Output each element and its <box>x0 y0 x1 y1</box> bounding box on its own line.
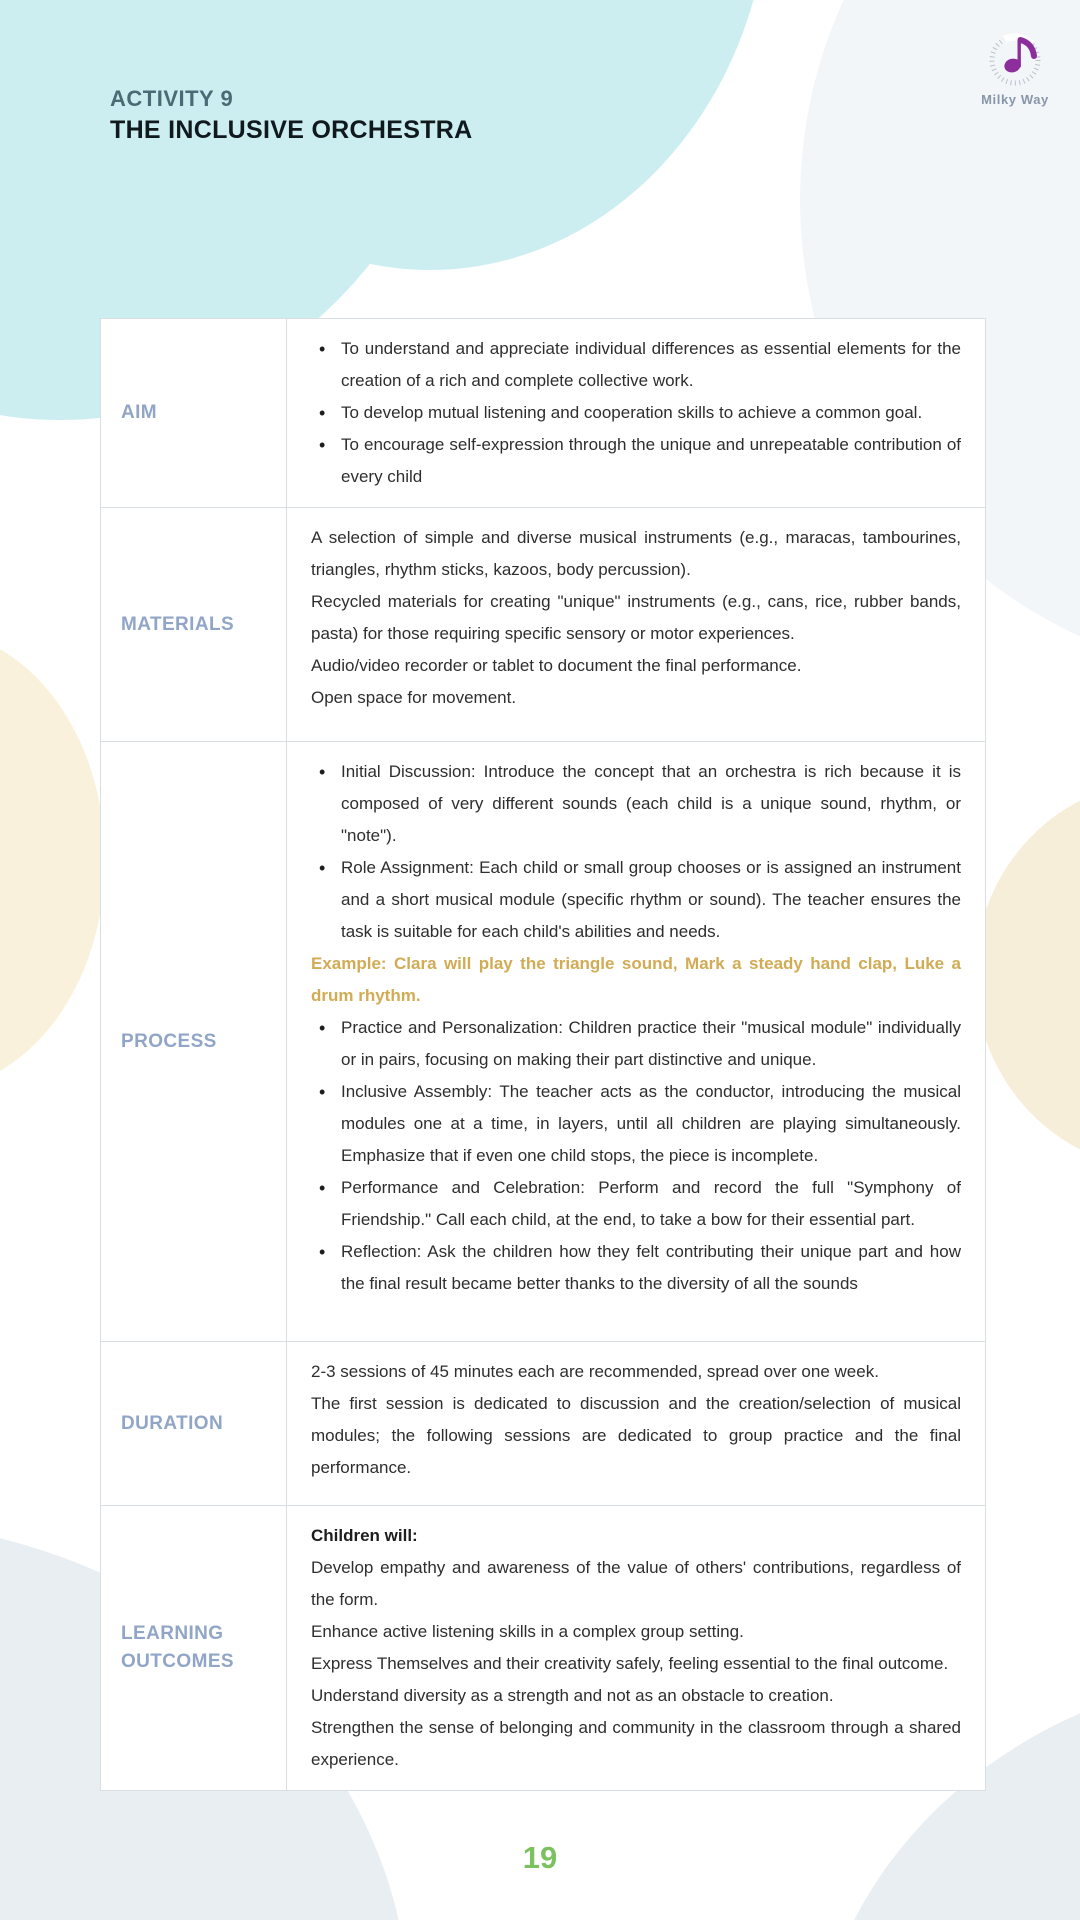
row-header-materials <box>101 508 287 741</box>
row-label: MATERIALS <box>121 613 235 635</box>
paragraph: Audio/video recorder or tablet to document the final performance. <box>311 656 802 675</box>
paragraph: Understand diversity as a strength and not as an obstacle to creation. <box>311 1686 834 1705</box>
paragraph: Express Themselves and their creativity safely, feeling essential to the final outcome. <box>311 1654 949 1673</box>
list-item: • Inclusive Assembly: The teacher acts as the conductor, introducing the musical modules one at a time, in layers, until all children are playing simultaneously. Emphasize that if even one child stops, the piece is incomplete. <box>311 1076 961 1172</box>
music-note-icon <box>975 26 1055 90</box>
lead-line: Children will: <box>311 1526 418 1545</box>
paragraph: 2-3 sessions of 45 minutes each are recommended, spread over one week. <box>311 1362 879 1381</box>
table-row-learning-outcomes <box>101 1505 985 1790</box>
page-title: THE INCLUSIVE ORCHESTRA <box>110 116 473 144</box>
process-content <box>287 742 985 1341</box>
list-item: • Role Assignment: Each child or small group chooses or is assigned an instrument and a short musical module (specific rhythm or sound). The teacher ensures the task is suitable for each child's abilities and needs. <box>311 852 961 948</box>
paragraph: Open space for movement. <box>311 688 517 707</box>
paragraph: A selection of simple and diverse musical instruments (e.g., maracas, tambourines, triangles, rhythm sticks, kazoos, body percussion). <box>311 528 961 579</box>
table-row-duration <box>101 1341 985 1505</box>
row-header-duration <box>101 1342 287 1505</box>
table-row-process <box>101 741 985 1341</box>
row-header-learning-outcomes <box>101 1506 287 1790</box>
aim-content <box>287 319 985 507</box>
list-item: • To understand and appreciate individual differences as essential elements for the creation of a rich and complete collective work. <box>311 333 961 397</box>
page-header <box>110 84 472 146</box>
example-note: Example: Clara will play the triangle sound, Mark a steady hand clap, Luke a drum rhythm. <box>311 954 961 1005</box>
page-number: 19 <box>522 1840 558 1875</box>
materials-content <box>287 508 985 741</box>
table-row-materials <box>101 507 985 741</box>
aim-bullet-list <box>311 333 961 493</box>
activity-info-table <box>100 318 986 1791</box>
row-label: PROCESS <box>121 1030 217 1052</box>
paragraph: Recycled materials for creating "unique" instruments (e.g., cans, rice, rubber bands, pasta) for those requiring specific sensory or motor experiences. <box>311 592 961 643</box>
row-label: DURATION <box>121 1412 224 1434</box>
list-item: • Initial Discussion: Introduce the concept that an orchestra is rich because it is composed of very different sounds (each child is a unique sound, rhythm, or "note"). <box>311 756 961 852</box>
paragraph: The first session is dedicated to discussion and the creation/selection of musical modules; the following sessions are dedicated to group practice and the final performance. <box>311 1394 961 1477</box>
list-item: • To develop mutual listening and cooperation skills to achieve a common goal. <box>311 397 961 429</box>
list-item: • Practice and Personalization: Children practice their "musical module" individually or in pairs, focusing on making their part distinctive and unique. <box>311 1012 961 1076</box>
paragraph: Develop empathy and awareness of the value of others' contributions, regardless of the form. <box>311 1558 961 1609</box>
paragraph: Enhance active listening skills in a complex group setting. <box>311 1622 744 1641</box>
process-bullet-list-bottom <box>311 1012 961 1300</box>
activity-number-label: ACTIVITY 9 <box>110 86 234 111</box>
list-item: • To encourage self-expression through the unique and unrepeatable contribution of every child <box>311 429 961 493</box>
process-bullet-list-top <box>311 756 961 948</box>
table-row-aim <box>101 319 985 507</box>
decor-blob-cream-left <box>0 630 105 1090</box>
row-label: LEARNING OUTCOMES <box>121 1623 234 1672</box>
learning-outcomes-content <box>287 1506 985 1790</box>
duration-content <box>287 1342 985 1505</box>
row-label: AIM <box>121 402 158 423</box>
row-header-aim <box>101 319 287 507</box>
list-item: • Reflection: Ask the children how they felt contributing their unique part and how the final result became better thanks to the diversity of all the sounds <box>311 1236 961 1300</box>
brand-name: Milky Way <box>981 92 1049 107</box>
brand-logo <box>975 26 1055 107</box>
paragraph: Strengthen the sense of belonging and community in the classroom through a shared experience. <box>311 1718 961 1769</box>
row-header-process <box>101 742 287 1341</box>
decor-blob-cream-right <box>975 780 1080 1170</box>
list-item: • Performance and Celebration: Perform and record the full "Symphony of Friendship." Call each child, at the end, to take a bow for their essential part. <box>311 1172 961 1236</box>
